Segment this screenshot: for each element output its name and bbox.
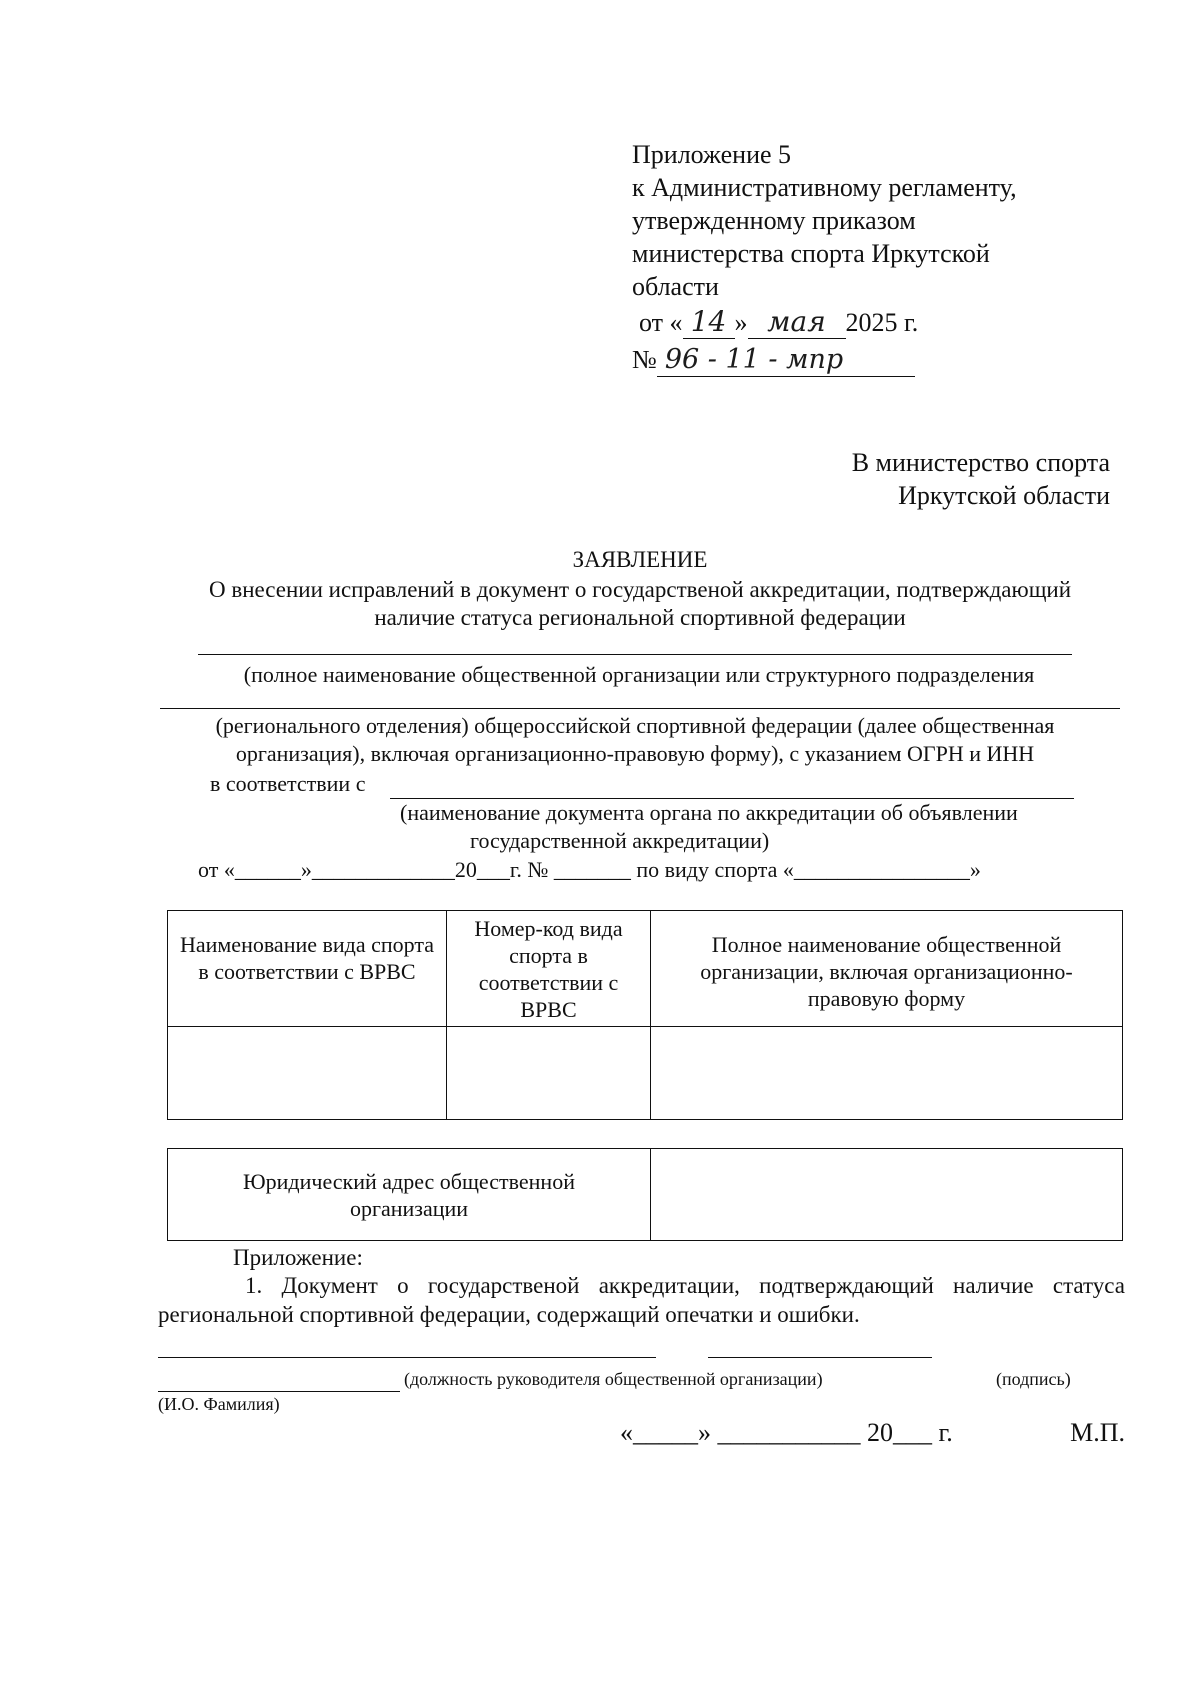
basis-date-number-line[interactable]: от «______»_____________20___г. № _______ по виду спорта «________________» xyxy=(198,857,981,882)
signature-hint: (подпись) xyxy=(996,1369,1071,1389)
sports-table-header-row xyxy=(168,911,1123,1027)
org-name-hint2: (регионального отделения) общероссийской спортивной федерации (далее общественная xyxy=(215,713,1055,738)
addressee-line2: Иркутской области xyxy=(898,481,1110,510)
annex-date xyxy=(639,305,918,339)
sports-table-cell-sport[interactable] xyxy=(168,1027,447,1120)
annex-number-value: 96 - 11 - мпр xyxy=(657,343,915,377)
attachment-heading: Приложение: xyxy=(233,1245,363,1270)
annex-line-ministry: министерства спорта Иркутской xyxy=(632,239,990,268)
signature-line[interactable] xyxy=(708,1357,932,1358)
address-table xyxy=(167,1148,1123,1241)
basis-document-hint1: (наименование документа органа по аккредитации об объявлении xyxy=(400,800,1018,825)
name-hint: (И.О. Фамилия) xyxy=(158,1394,280,1414)
org-name-hint3: организация), включая организационно-правовую форму), с указанием ОГРН и ИНН xyxy=(235,741,1035,766)
annex-date-mid: » xyxy=(734,308,748,337)
position-hint: (должность руководителя общественной организации) xyxy=(404,1369,823,1389)
sports-table-row xyxy=(168,1027,1123,1120)
basis-label: в соответствии с xyxy=(210,771,366,796)
sports-table-cell-org[interactable] xyxy=(651,1027,1123,1120)
annex-line-region: области xyxy=(632,272,719,301)
attachment-item-line1: 1. Документ о государственой аккредитации, подтверждающий наличие статуса xyxy=(245,1273,1125,1298)
annex-date-month: мая xyxy=(748,305,846,339)
document-subject-line2: наличие статуса региональной спортивной федерации xyxy=(374,605,906,630)
basis-document-hint2: государственной аккредитации) xyxy=(470,828,770,853)
address-table-row xyxy=(168,1149,1123,1241)
annex-date-day: 14 xyxy=(683,305,735,339)
annex-line-regulation: к Административному регламенту, xyxy=(632,173,1017,202)
annex-line-approved: утвержденному приказом xyxy=(632,206,916,235)
sports-table-header-code: Номер-код вида спорта в соответствии с ВРВС xyxy=(447,911,651,1027)
document-heading: ЗАЯВЛЕНИЕ xyxy=(572,547,708,572)
signature-date-line[interactable]: «_____» ___________ 20___ г. xyxy=(620,1418,953,1447)
attachment-item-line2: региональной спортивной федерации, содержащий опечатки и ошибки. xyxy=(158,1302,860,1327)
sports-table-header-sport: Наименование вида спорта в соответствии с ВРВС xyxy=(168,911,447,1027)
basis-document-line[interactable] xyxy=(390,798,1074,799)
name-line[interactable] xyxy=(158,1391,400,1392)
org-name-line2[interactable] xyxy=(160,708,1120,709)
sports-table-header-org: Полное наименование общественной организации, включая организационно-правовую форму xyxy=(651,911,1123,1027)
address-value[interactable] xyxy=(651,1149,1123,1241)
org-name-line[interactable] xyxy=(198,654,1072,655)
stamp-label: М.П. xyxy=(1070,1418,1125,1447)
annex-number-prefix: № xyxy=(632,345,657,374)
address-label: Юридический адрес общественной организации xyxy=(168,1149,651,1241)
position-line[interactable] xyxy=(158,1357,656,1358)
sports-table xyxy=(167,910,1123,1120)
addressee-line1: В министерство спорта xyxy=(851,448,1110,477)
document-subject-line1: О внесении исправлений в документ о государственой аккредитации, подтверждающий xyxy=(208,577,1072,602)
sports-table-cell-code[interactable] xyxy=(447,1027,651,1120)
annex-date-prefix: от « xyxy=(639,308,683,337)
annex-number xyxy=(632,343,915,377)
annex-title: Приложение 5 xyxy=(632,140,792,169)
org-name-hint1: (полное наименование общественной организации или структурного подразделения xyxy=(243,662,1035,687)
annex-date-year: 2025 г. xyxy=(845,308,919,337)
